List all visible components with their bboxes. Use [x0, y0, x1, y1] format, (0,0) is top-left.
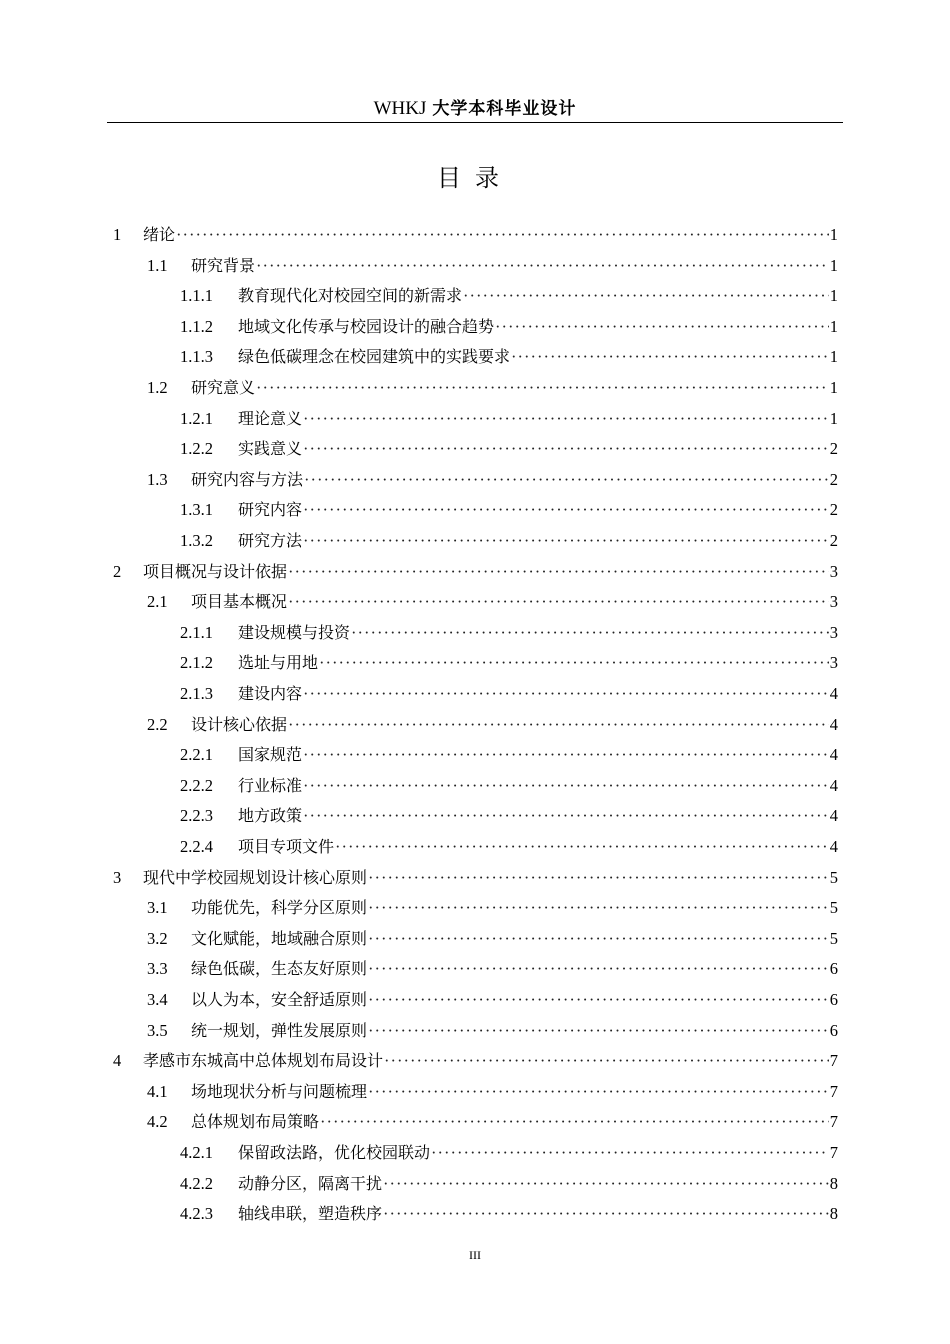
toc-entry-number: 4.2.1 [180, 1143, 213, 1162]
toc-leader-dots [368, 1016, 829, 1046]
toc-entry-number: 4.2.2 [180, 1174, 213, 1193]
toc-entry-number: 3.2 [147, 929, 168, 948]
toc-entry-number: 1.3 [147, 470, 168, 489]
toc-entry[interactable] [147, 465, 838, 495]
toc-entry-number: 3 [113, 868, 122, 887]
toc-leader-dots [303, 771, 829, 801]
toc-entry-page: 3 [829, 562, 838, 581]
toc-leader-dots [351, 618, 829, 648]
toc-entry[interactable] [147, 1107, 838, 1137]
toc-entry-label: 国家规范 [238, 745, 303, 764]
toc-entry-number: 1.2 [147, 378, 168, 397]
toc-leader-dots [304, 465, 829, 495]
toc-entry-label: 绪论 [143, 225, 176, 244]
toc-entry-number: 2.2 [147, 715, 168, 734]
toc-entry[interactable] [147, 954, 838, 984]
toc-entry-label: 地域文化传承与校园设计的融合趋势 [238, 317, 495, 336]
toc-entry[interactable] [180, 1138, 838, 1168]
toc-entry[interactable] [147, 924, 838, 954]
toc-entry-page: 5 [829, 929, 838, 948]
toc-entry-number: 3.1 [147, 898, 168, 917]
toc-entry-label: 理论意义 [238, 409, 303, 428]
toc-leader-dots [288, 587, 829, 617]
toc-leader-dots [383, 1199, 829, 1229]
toc-entry-label: 建设规模与投资 [238, 623, 351, 642]
toc-entry-page: 1 [829, 317, 838, 336]
toc-entry-label: 设计核心依据 [191, 715, 288, 734]
toc-entry-number: 1.1.2 [180, 317, 213, 336]
toc-entry-page: 3 [829, 623, 838, 642]
toc-entry-number: 4.2 [147, 1112, 168, 1131]
toc-entry-label: 研究背景 [191, 256, 256, 275]
toc-entry[interactable] [180, 801, 838, 831]
toc-entry-label: 统一规划，弹性发展原则 [191, 1021, 368, 1040]
toc-entry[interactable] [180, 281, 838, 311]
toc-leader-dots [303, 404, 829, 434]
toc-entry-page: 6 [829, 1021, 838, 1040]
toc-entry-label: 轴线串联，塑造秩序 [238, 1204, 383, 1223]
toc-entry-page: 4 [829, 745, 838, 764]
toc-entry-number: 4 [113, 1051, 122, 1070]
toc-entry-page: 1 [829, 347, 838, 366]
toc-leader-dots [511, 342, 829, 372]
toc-entry-label: 实践意义 [238, 439, 303, 458]
toc-entry-number: 1.1.3 [180, 347, 213, 366]
toc-leader-dots [319, 648, 829, 678]
toc-entry-page: 2 [829, 439, 838, 458]
toc-entry[interactable] [180, 771, 838, 801]
toc-entry-page: 4 [829, 684, 838, 703]
toc-leader-dots [368, 1077, 829, 1107]
page-header [107, 96, 843, 123]
toc-leader-dots [368, 863, 829, 893]
toc-entry-page: 6 [829, 959, 838, 978]
toc-entry[interactable] [147, 1016, 838, 1046]
toc-leader-dots [176, 220, 829, 250]
toc-entry-label: 动静分区，隔离干扰 [238, 1174, 383, 1193]
toc-entry-label: 研究方法 [238, 531, 303, 550]
toc-entry-page: 2 [829, 531, 838, 550]
toc-leader-dots [368, 893, 829, 923]
toc-entry-label: 场地现状分析与问题梳理 [191, 1082, 368, 1101]
toc-entry-label: 项目专项文件 [238, 837, 335, 856]
toc-entry-label: 选址与用地 [238, 653, 319, 672]
toc-leader-dots [288, 710, 829, 740]
toc-entry-number: 2.2.3 [180, 806, 213, 825]
toc-entry-label: 项目基本概况 [191, 592, 288, 611]
toc-entry-number: 2.2.4 [180, 837, 213, 856]
toc-entry[interactable] [180, 495, 838, 525]
toc-entry-page: 8 [829, 1174, 838, 1193]
toc-entry-page: 4 [829, 776, 838, 795]
header-latin: WHKJ [373, 98, 427, 119]
toc-entry-number: 2 [113, 562, 122, 581]
toc-entry-number: 1.2.2 [180, 439, 213, 458]
toc-entry-page: 4 [829, 715, 838, 734]
toc-entry-page: 6 [829, 990, 838, 1009]
toc-entry[interactable] [147, 710, 838, 740]
toc-entry[interactable] [180, 526, 838, 556]
toc-entry[interactable] [180, 404, 838, 434]
toc-entry-label: 总体规划布局策略 [191, 1112, 320, 1131]
toc-entry-label: 功能优先，科学分区原则 [191, 898, 368, 917]
toc-entry-page: 1 [829, 378, 838, 397]
toc-entry-label: 绿色低碳，生态友好原则 [191, 959, 368, 978]
toc-leader-dots [256, 373, 829, 403]
toc-entry[interactable] [180, 1169, 838, 1199]
toc-leader-dots [368, 985, 829, 1015]
toc-entry[interactable] [180, 832, 838, 862]
toc-entry-number: 1.2.1 [180, 409, 213, 428]
toc-entry[interactable] [113, 557, 838, 587]
toc-entry-label: 行业标准 [238, 776, 303, 795]
toc-entry-page: 4 [829, 806, 838, 825]
toc-entry-label: 研究内容与方法 [191, 470, 304, 489]
toc-leader-dots [335, 832, 829, 862]
toc-entry[interactable] [180, 342, 838, 372]
toc-leader-dots [495, 312, 829, 342]
page-number: III [469, 1248, 481, 1262]
toc-title: 目录 [437, 164, 513, 192]
toc-entry-page: 2 [829, 470, 838, 489]
toc-entry-number: 1.1.1 [180, 286, 213, 305]
toc-leader-dots [256, 251, 829, 281]
toc-entry-page: 1 [829, 225, 838, 244]
toc-entry[interactable] [147, 1077, 838, 1107]
toc-entry-label: 文化赋能，地域融合原则 [191, 929, 368, 948]
toc-entry[interactable] [147, 893, 838, 923]
toc-leader-dots [463, 281, 829, 311]
toc-entry[interactable] [147, 373, 838, 403]
toc-entry-number: 2.1.1 [180, 623, 213, 642]
toc-entry-page: 3 [829, 592, 838, 611]
toc-entry[interactable] [180, 740, 838, 770]
toc-entry-page: 3 [829, 653, 838, 672]
toc-entry[interactable] [147, 985, 838, 1015]
toc-entry-number: 3.3 [147, 959, 168, 978]
toc-leader-dots [368, 924, 829, 954]
toc-entry-number: 1 [113, 225, 122, 244]
toc-entry-label: 教育现代化对校园空间的新需求 [238, 286, 463, 305]
toc-entry-number: 1.1 [147, 256, 168, 275]
toc-leader-dots [320, 1107, 829, 1137]
toc-leader-dots [303, 526, 829, 556]
toc-entry-label: 研究意义 [191, 378, 256, 397]
toc-entry-number: 2.1.2 [180, 653, 213, 672]
toc-entry[interactable] [113, 220, 838, 250]
toc-entry-label: 绿色低碳理念在校园建筑中的实践要求 [238, 347, 511, 366]
toc-entry-page: 1 [829, 286, 838, 305]
toc-entry-number: 2.2.2 [180, 776, 213, 795]
toc-entry-page: 1 [829, 256, 838, 275]
toc-entry-label: 保留政法路，优化校园联动 [238, 1143, 431, 1162]
toc-entry[interactable] [180, 312, 838, 342]
toc-leader-dots [303, 740, 829, 770]
toc-entry-number: 4.1 [147, 1082, 168, 1101]
toc-entry-number: 1.3.2 [180, 531, 213, 550]
toc-entry-label: 孝感市东城高中总体规划布局设计 [143, 1051, 384, 1070]
toc-leader-dots [384, 1046, 829, 1076]
toc-entry-number: 4.2.3 [180, 1204, 213, 1223]
toc-entry[interactable] [147, 251, 838, 281]
toc-entry[interactable] [147, 587, 838, 617]
toc-entry-page: 7 [829, 1143, 838, 1162]
toc-entry[interactable] [113, 1046, 838, 1076]
toc-leader-dots [303, 495, 829, 525]
toc-leader-dots [303, 434, 829, 464]
toc-entry[interactable] [180, 1199, 838, 1229]
toc-leader-dots [383, 1169, 829, 1199]
toc-entry-page: 1 [829, 409, 838, 428]
toc-entry[interactable] [180, 648, 838, 678]
toc-entry-number: 2.1.3 [180, 684, 213, 703]
header-title: 大学本科毕业设计 [432, 99, 577, 119]
toc-entry-page: 5 [829, 868, 838, 887]
toc-leader-dots [368, 954, 829, 984]
toc-leader-dots [303, 679, 829, 709]
toc-entry[interactable] [180, 679, 838, 709]
toc-entry-label: 以人为本，安全舒适原则 [191, 990, 368, 1009]
toc-leader-dots [431, 1138, 829, 1168]
toc-entry-number: 2.1 [147, 592, 168, 611]
toc-entry-page: 7 [829, 1112, 838, 1131]
toc-entry-number: 3.4 [147, 990, 168, 1009]
toc-leader-dots [288, 557, 829, 587]
toc-entry-label: 地方政策 [238, 806, 303, 825]
toc-entry-page: 2 [829, 500, 838, 519]
toc-entry-label: 现代中学校园规划设计核心原则 [143, 868, 368, 887]
toc-entry-page: 8 [829, 1204, 838, 1223]
toc-entry[interactable] [180, 434, 838, 464]
toc-entry-page: 7 [829, 1082, 838, 1101]
toc-entry-page: 5 [829, 898, 838, 917]
toc-entry-number: 3.5 [147, 1021, 168, 1040]
toc-leader-dots [303, 801, 829, 831]
toc-entry-label: 研究内容 [238, 500, 303, 519]
toc-entry-number: 1.3.1 [180, 500, 213, 519]
toc-entry-label: 项目概况与设计依据 [143, 562, 288, 581]
toc-entry-number: 2.2.1 [180, 745, 213, 764]
toc-entry[interactable] [180, 618, 838, 648]
toc-entry[interactable] [113, 863, 838, 893]
toc-entry-label: 建设内容 [238, 684, 303, 703]
toc-entry-page: 4 [829, 837, 838, 856]
toc-entry-page: 7 [829, 1051, 838, 1070]
